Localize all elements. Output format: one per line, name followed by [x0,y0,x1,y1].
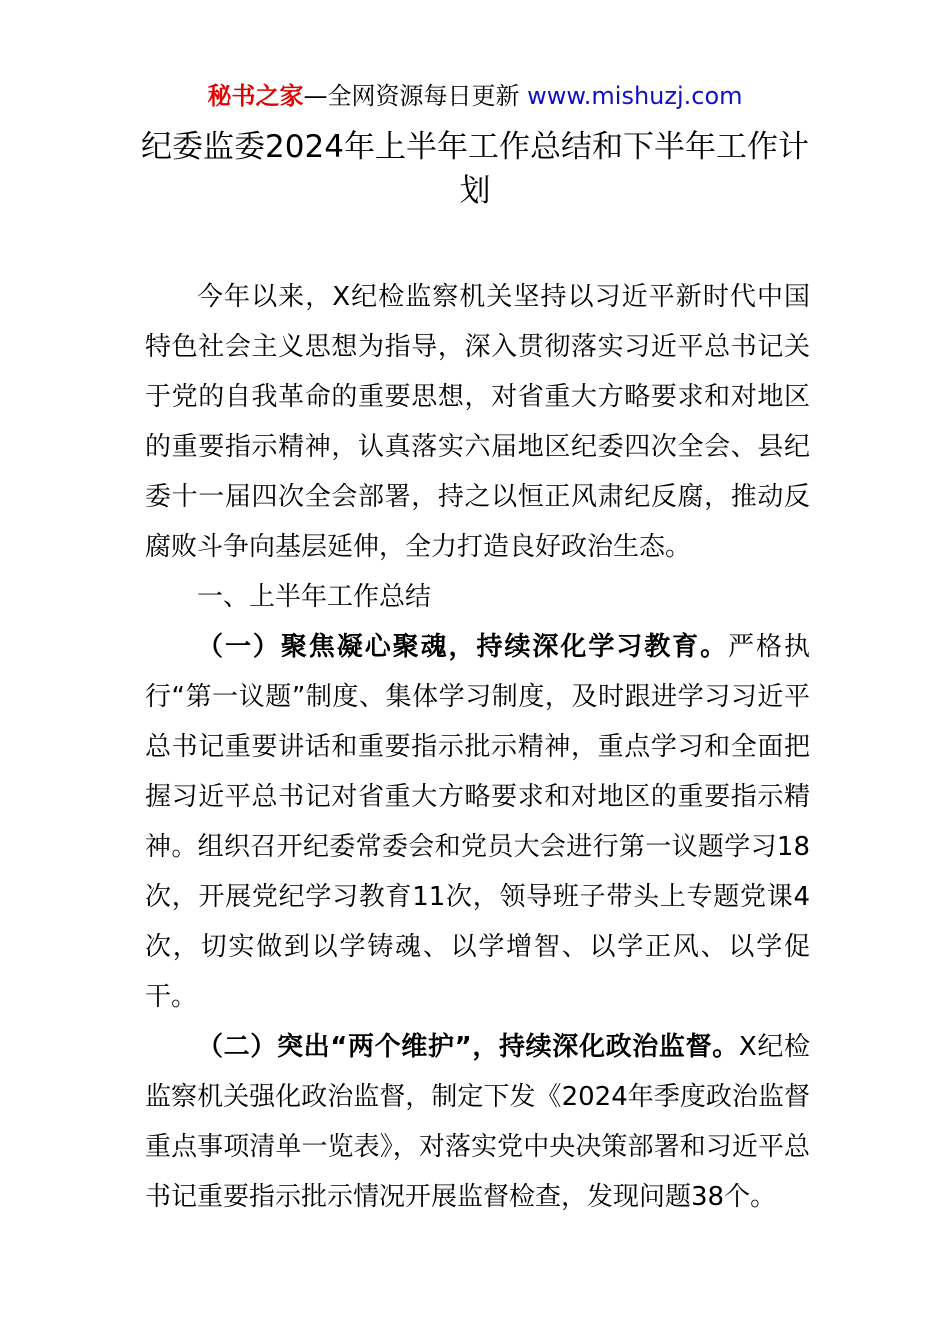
paragraph-text: X纪检监察机关强化政治监督，制定下发《2024年季度政治监督重点事项清单一览表》，对落实党中央决策部署和习近平总书记重要指示批示情况开展监督检查，发现问题38个。 [145,1032,810,1212]
brand-name: 秘书之家 [207,82,304,110]
site-url-link[interactable]: www.mishuzj.com [527,82,743,110]
body-paragraph [145,622,810,1022]
site-header [0,78,950,114]
paragraph-text: 严格执行“第一议题”制度、集体学习制度，及时跟进学习习近平总书记重要讲话和重要指示批示精神，重点学习和全面把握习近平总书记对省重大方略要求和对地区的重要指示精神。组织召开纪委常委会和党员大会进行第一议题学习18次，开展党纪学习教育11次，领导班子带头上专题党课4次，切实做到以学铸魂、以学增智、以学正风、以学促干。 [145,632,810,1012]
section-heading: 一、上半年工作总结 [197,582,432,612]
intro-paragraph: 今年以来，X纪检监察机关坚持以习近平新时代中国特色社会主义思想为指导，深入贯彻落实习近平总书记关于党的自我革命的重要思想，对省重大方略要求和对地区的重要指示精神，认真落实六届地区纪委四次全会、县纪委十一届四次全会部署，持之以恒正风肃纪反腐，推动反腐败斗争向基层延伸，全力打造良好政治生态。 [145,282,810,562]
paragraph-lead-heading: （二）突出“两个维护”，持续深化政治监督。 [197,1032,739,1062]
body-paragraph [145,1022,810,1222]
document-body [145,272,810,1222]
header-tagline: —全网资源每日更新 [303,82,528,110]
document-title: 纪委监委2024年上半年工作总结和下半年工作计划 [141,129,809,209]
paragraph-lead-heading: （一）聚焦凝心聚魂，持续深化学习教育。 [197,632,729,662]
